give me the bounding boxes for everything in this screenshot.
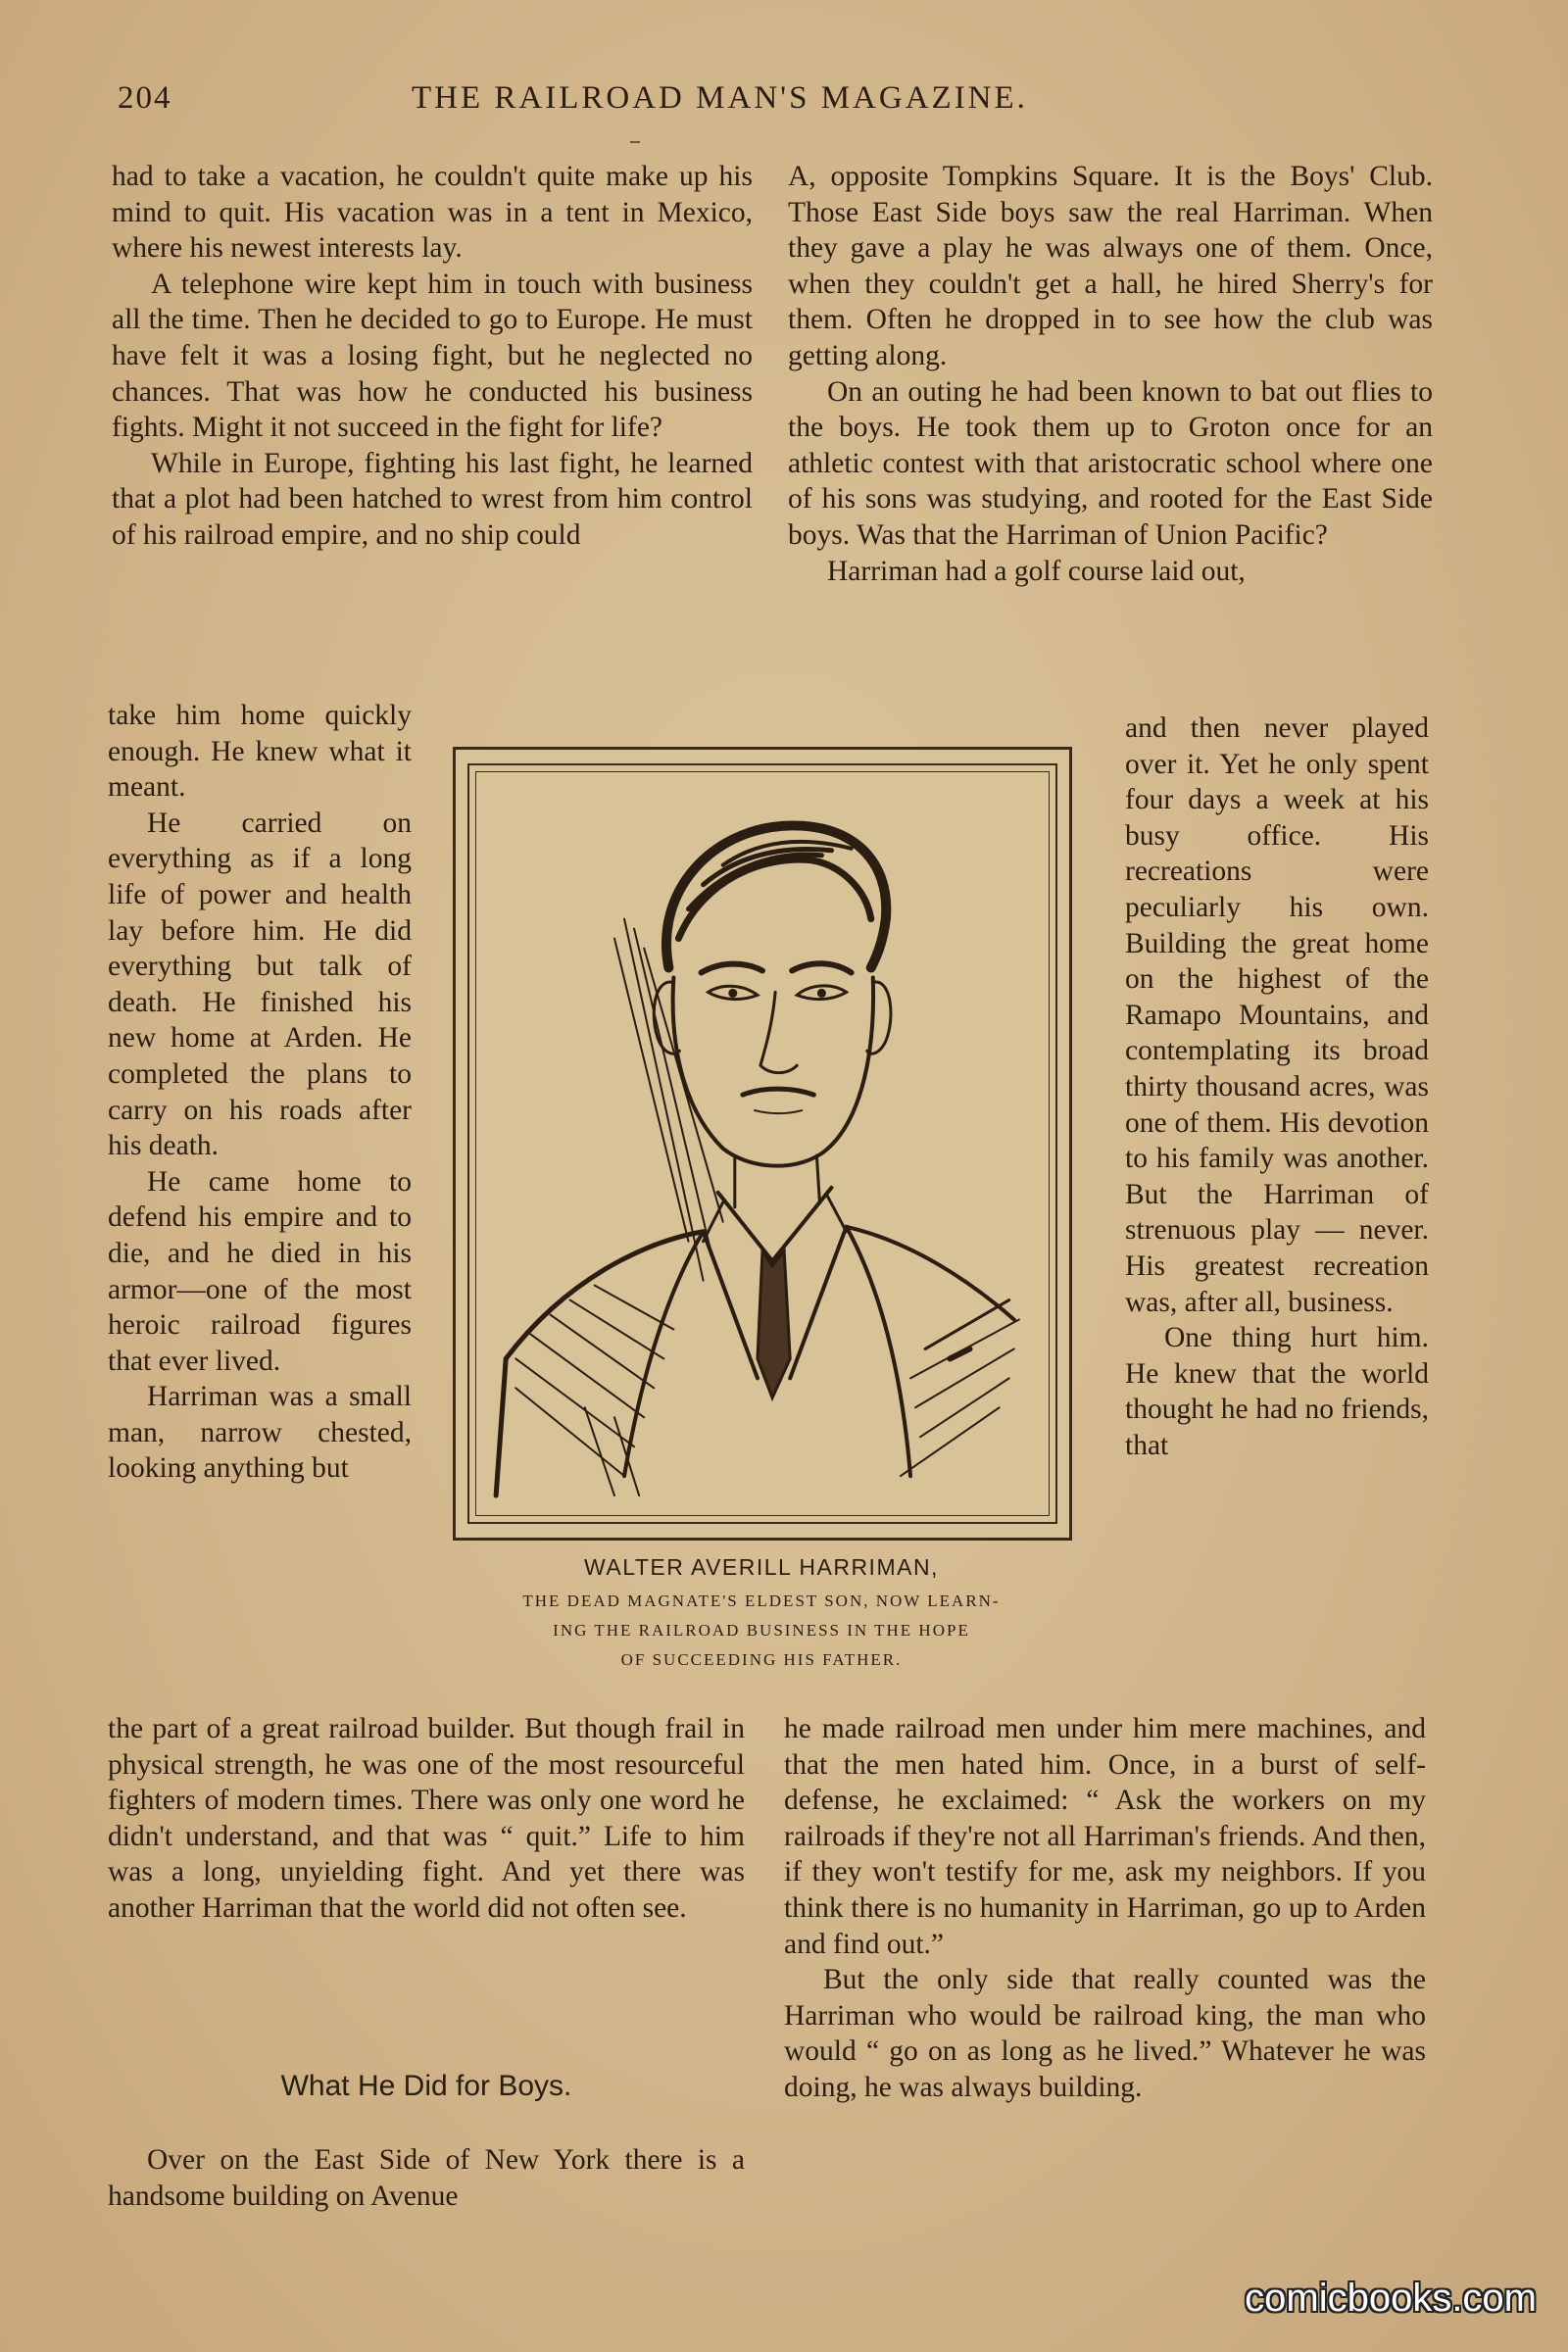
portrait-frame xyxy=(453,747,1072,1541)
portrait-caption xyxy=(443,1554,1080,1675)
caption-line: THE DEAD MAGNATE'S ELDEST SON, NOW LEARN- xyxy=(522,1592,1001,1610)
portrait-inner-border xyxy=(475,771,1050,1516)
paragraph: Harriman was a small man, narrow chested, looking anything but xyxy=(108,1381,412,1485)
right-column-bottom xyxy=(784,1711,1426,2106)
paragraph: A telephone wire kept him in touch with business all the time. Then he decided to go to Europe. He must have felt it was a losing fight, but he neglected no chances. That was how he conducted his business fights. Might it not succeed in the fight for life? xyxy=(112,268,753,444)
paragraph: had to take a vacation, he couldn't quite make up his mind to quit. His vacation was in a tent in Mexico, where his newest interests lay. xyxy=(112,161,753,265)
site-watermark: comicbooks.com xyxy=(1245,2277,1537,2320)
caption-line: OF SUCCEEDING HIS FATHER. xyxy=(620,1650,903,1669)
page-header xyxy=(108,80,1450,129)
paragraph: While in Europe, fighting his last fight, he learned that a plot had been hatched to wrest from him control of his railroad empire, and no ship could xyxy=(112,447,753,551)
portrait-illustration-icon xyxy=(476,772,1049,1515)
caption-line: ING THE RAILROAD BUSINESS IN THE HOPE xyxy=(553,1621,970,1640)
magazine-title: THE RAILROAD MAN'S MAGAZINE. xyxy=(412,80,1028,116)
right-column-top xyxy=(788,159,1433,589)
left-narrow-column xyxy=(108,698,412,1487)
paragraph: One thing hurt him. He knew that the world thought he had no friends, that xyxy=(1125,1322,1429,1461)
page-number: 204 xyxy=(118,80,172,116)
caption-name: WALTER AVERILL HARRIMAN, xyxy=(584,1554,939,1580)
left-column-final xyxy=(108,2142,745,2214)
left-column-bottom xyxy=(108,1711,745,1927)
paragraph: he made railroad men under him mere machines, and that the men hated him. Once, in a burst of self-defense, he exclaimed: “ Ask the workers on my railroads if they're not all Harriman's friends. And then, if they won't testify for me, ask my neighbors. If you think there is no humanity in Harriman, go up to Arden and find out.” xyxy=(784,1713,1426,1960)
paragraph: Harriman had a golf course laid out, xyxy=(827,555,1246,587)
paragraph: and then never played over it. Yet he only spent four days a week at his busy office. His recreations were peculiarly his own. Building the great home on the highest of the Ramapo Mountains, and contemplating its broad thirty thousand acres, was one of them. His devotion to his family was another. But the Harriman of strenuous play — never. His greatest recreation was, after all, business. xyxy=(1125,712,1429,1318)
right-narrow-column xyxy=(1125,710,1429,1463)
portrait-border xyxy=(467,763,1057,1524)
header-mark xyxy=(630,141,640,143)
paragraph: Over on the East Side of New York there is a handsome building on Avenue xyxy=(108,2144,745,2212)
left-column-top xyxy=(112,159,753,554)
paragraph: But the only side that really counted was the Harriman who would be railroad king, the man who would “ go on as long as he lived.” Whatever he was doing, he was always building. xyxy=(784,1964,1426,2103)
section-subheading: What He Did for Boys. xyxy=(280,2070,572,2102)
paragraph: He carried on everything as if a long life of power and health lay before him. He did everything but talk of death. He finished his new home at Arden. He completed the plans to carry on his roads after his death. xyxy=(108,807,412,1162)
paragraph: On an outing he had been known to bat out flies to the boys. He took them up to Groton once for an athletic contest with that aristocratic school where one of his sons was studying, and rooted for the East Side boys. Was that the Harriman of Union Pacific? xyxy=(788,375,1433,551)
paragraph: the part of a great railroad builder. But though frail in physical strength, he was one of the most resourceful fighters of modern times. There was only one word he didn't understand, and that was “ quit.” Life to him was a long, unyielding fight. And yet there was another Harriman that the world did not often see. xyxy=(108,1713,745,1924)
paragraph: A, opposite Tompkins Square. It is the Boys' Club. Those East Side boys saw the real Harriman. When they gave a play he was always one of them. Once, when they couldn't get a hall, he hired Sherry's for them. Often he dropped in to see how the club was getting along. xyxy=(788,161,1433,371)
paragraph: take him home quickly enough. He knew what it meant. xyxy=(108,700,412,804)
paragraph: He came home to defend his empire and to die, and he died in his armor—one of the most heroic railroad figures that ever lived. xyxy=(108,1165,412,1377)
